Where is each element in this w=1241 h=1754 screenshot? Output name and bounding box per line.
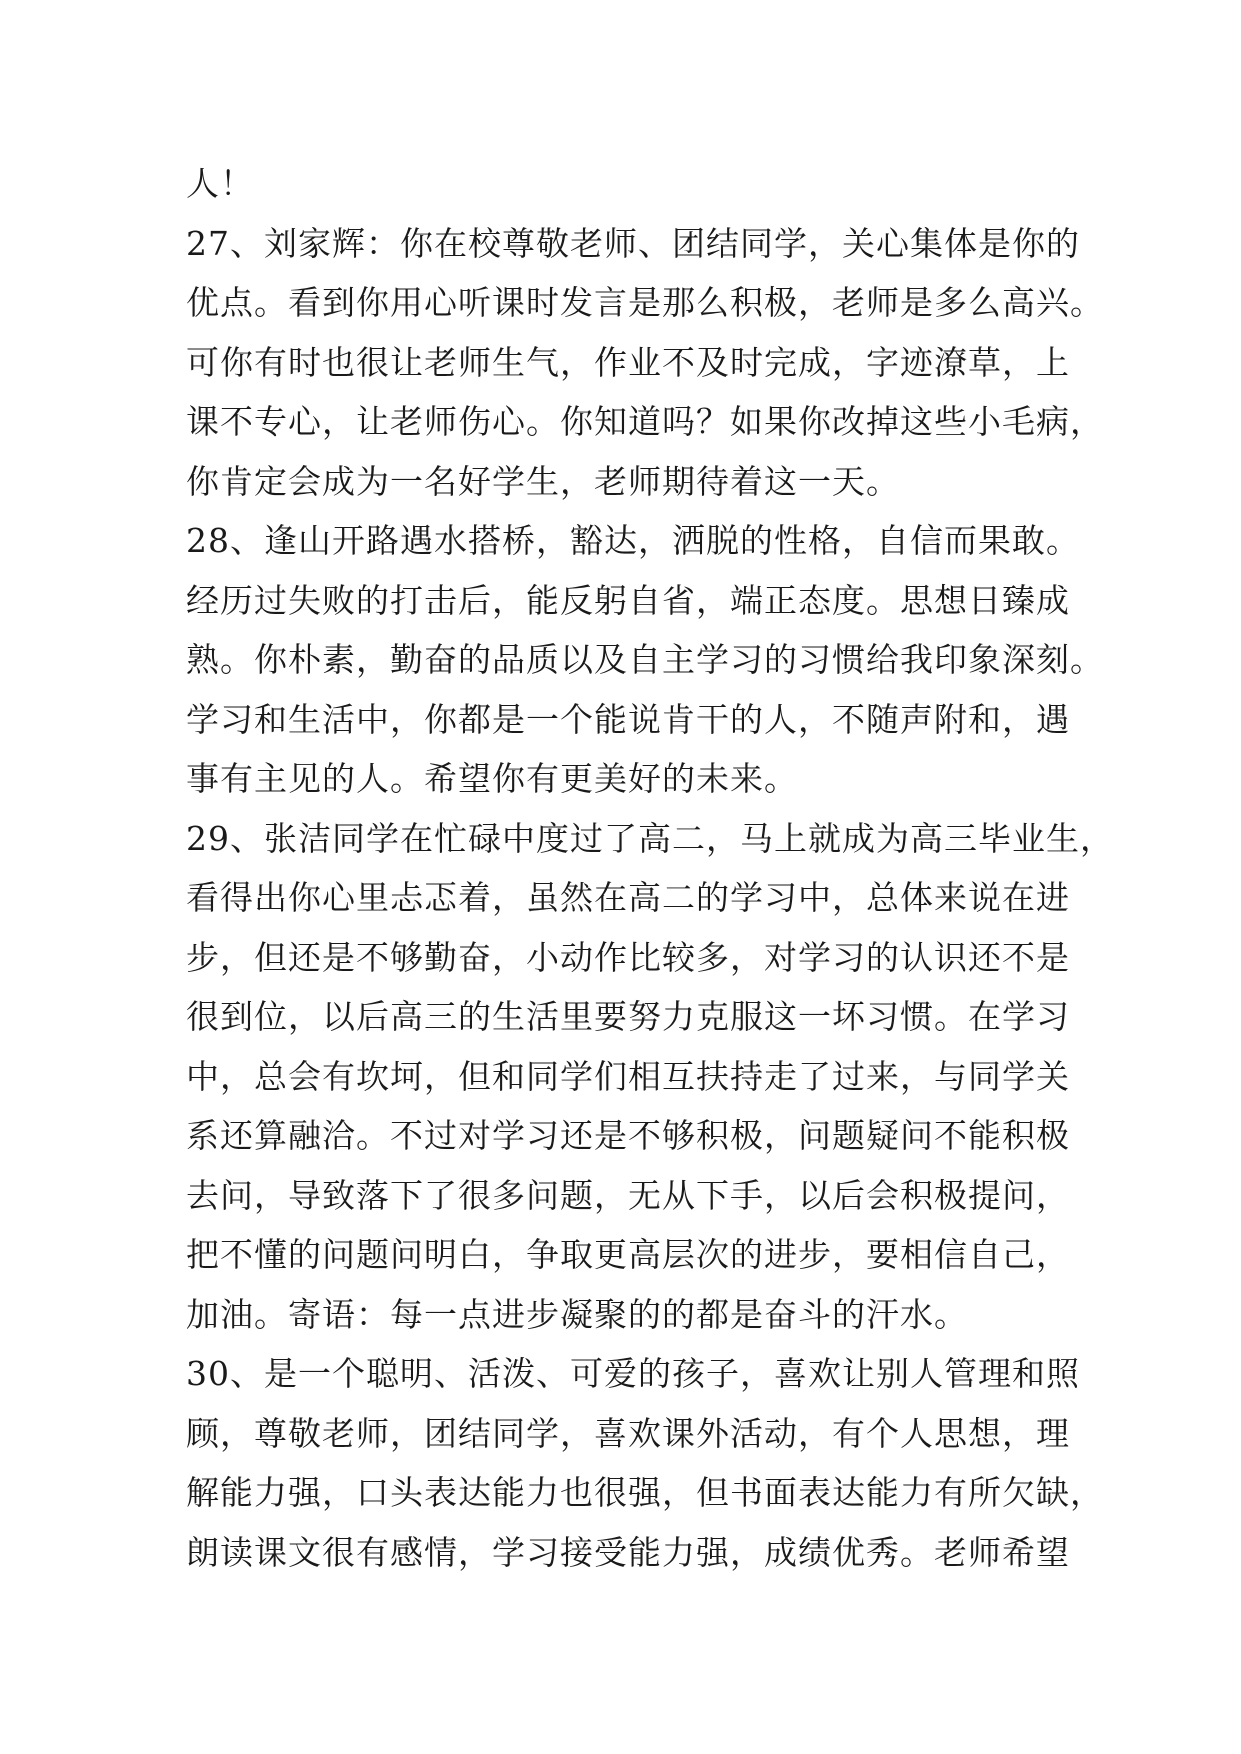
text-line: 顾，尊敬老师，团结同学，喜欢课外活动，有个人思想，理: [186, 1413, 1070, 1453]
text-line: 28、逢山开路遇水搭桥，豁达，洒脱的性格，自信而果敢。: [186, 521, 1080, 560]
text-line: 可你有时也很让老师生气，作业不及时完成，字迹潦草，上: [186, 342, 1070, 382]
text-line: 经历过失败的打击后，能反躬自省，端正态度。思想日臻成: [186, 580, 1070, 620]
text-line: 朗读课文很有感情，学习接受能力强，成绩优秀。老师希望: [186, 1532, 1070, 1572]
text-line: 熟。你朴素，勤奋的品质以及自主学习的习惯给我印象深刻。: [186, 640, 1104, 679]
text-line: 人！: [186, 164, 254, 203]
text-line: 优点。看到你用心听课时发言是那么积极，老师是多么高兴。: [186, 283, 1104, 322]
text-line: 你肯定会成为一名好学生，老师期待着这一天。: [186, 461, 900, 501]
body-text: [186, 154, 1114, 1582]
text-line: 30、是一个聪明、活泼、可爱的孩子，喜欢让别人管理和照: [186, 1354, 1080, 1393]
text-line: 27、刘家辉：你在校尊敬老师、团结同学，关心集体是你的: [186, 223, 1080, 263]
text-line: 很到位，以后高三的生活里要努力克服这一坏习惯。在学习: [186, 997, 1070, 1036]
text-line: 加油。寄语：每一点进步凝聚的的都是奋斗的汗水。: [186, 1294, 968, 1334]
text-line: 去问，导致落下了很多问题，无从下手，以后会积极提问，: [186, 1175, 1070, 1215]
text-line: 看得出你心里忐忑着，虽然在高二的学习中，总体来说在进: [186, 878, 1070, 917]
text-line: 系还算融洽。不过对学习还是不够积极，问题疑问不能积极: [186, 1116, 1070, 1155]
text-line: 学习和生活中，你都是一个能说肯干的人，不随声附和，遇: [186, 699, 1070, 739]
text-line: 解能力强，口头表达能力也很强，但书面表达能力有所欠缺，: [186, 1473, 1104, 1512]
text-line: 步，但还是不够勤奋，小动作比较多，对学习的认识还不是: [186, 937, 1070, 977]
text-line: 中，总会有坎坷，但和同学们相互扶持走了过来，与同学关: [186, 1056, 1070, 1096]
text-line: 把不懂的问题问明白，争取更高层次的进步，要相信自己，: [186, 1235, 1070, 1274]
text-line: 29、张洁同学在忙碌中度过了高二，马上就成为高三毕业生，: [186, 818, 1114, 858]
text-line: 课不专心，让老师伤心。你知道吗？如果你改掉这些小毛病，: [186, 402, 1104, 441]
text-line: 事有主见的人。希望你有更美好的未来。: [186, 759, 798, 798]
